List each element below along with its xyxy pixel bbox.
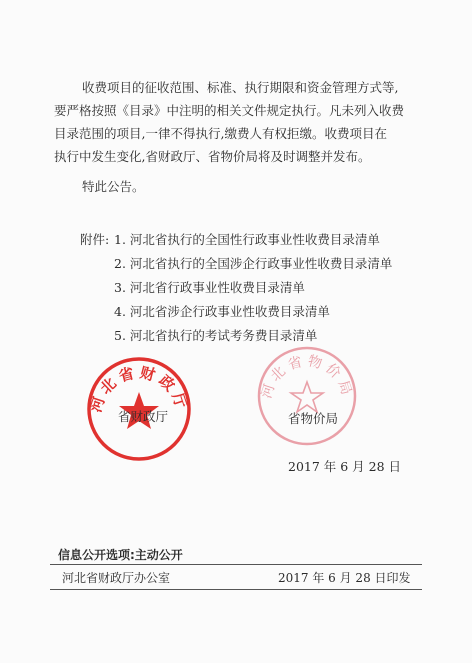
body-paragraph: [54, 76, 424, 168]
issue-date: 2017 年 6 月 28 日印发: [278, 571, 411, 585]
attachment-item: 5. 河北省执行的考试考务费目录清单: [114, 328, 318, 343]
disclosure-option: 信息公开选项:主动公开: [58, 548, 183, 562]
paragraph-line: 执行中发生变化,省财政厅、省物价局将及时调整并发布。: [54, 149, 371, 164]
footer-rule-bottom: [50, 589, 422, 590]
attachments-label: 附件:: [80, 232, 110, 247]
attachment-item: 4. 河北省涉企行政事业性收费目录清单: [114, 304, 330, 319]
signature-finance-department: 省财政厅: [118, 409, 169, 424]
attachment-item: 2. 河北省执行的全国涉企行政事业性收费目录清单: [114, 256, 393, 271]
paragraph-line: 要严格按照《目录》中注明的相关文件规定执行。凡未列入收费: [54, 103, 405, 118]
attachment-item: 3. 河北省行政事业性收费目录清单: [114, 280, 305, 295]
price-bureau-seal: [255, 344, 359, 448]
signature-date: 2017 年 6 月 28 日: [288, 459, 402, 474]
signature-price-bureau: 省物价局: [288, 411, 339, 426]
paragraph-line: 收费项目的征收范围、标准、执行期限和资金管理方式等,: [82, 80, 399, 95]
paragraph-line: 目录范围的项目,一律不得执行,缴费人有权拒缴。收费项目在: [54, 126, 387, 141]
seal-text: 河北省财政厅: [86, 363, 192, 415]
notice-text: 特此公告。: [82, 179, 145, 194]
attachment-item: 1. 河北省执行的全国性行政事业性收费目录清单: [114, 232, 380, 247]
svg-text:河北省物价局: [259, 352, 356, 400]
footer-rule-top: [50, 564, 422, 565]
issuing-office: 河北省财政厅办公室: [62, 571, 171, 585]
seal-text: 河北省物价局: [258, 353, 356, 401]
